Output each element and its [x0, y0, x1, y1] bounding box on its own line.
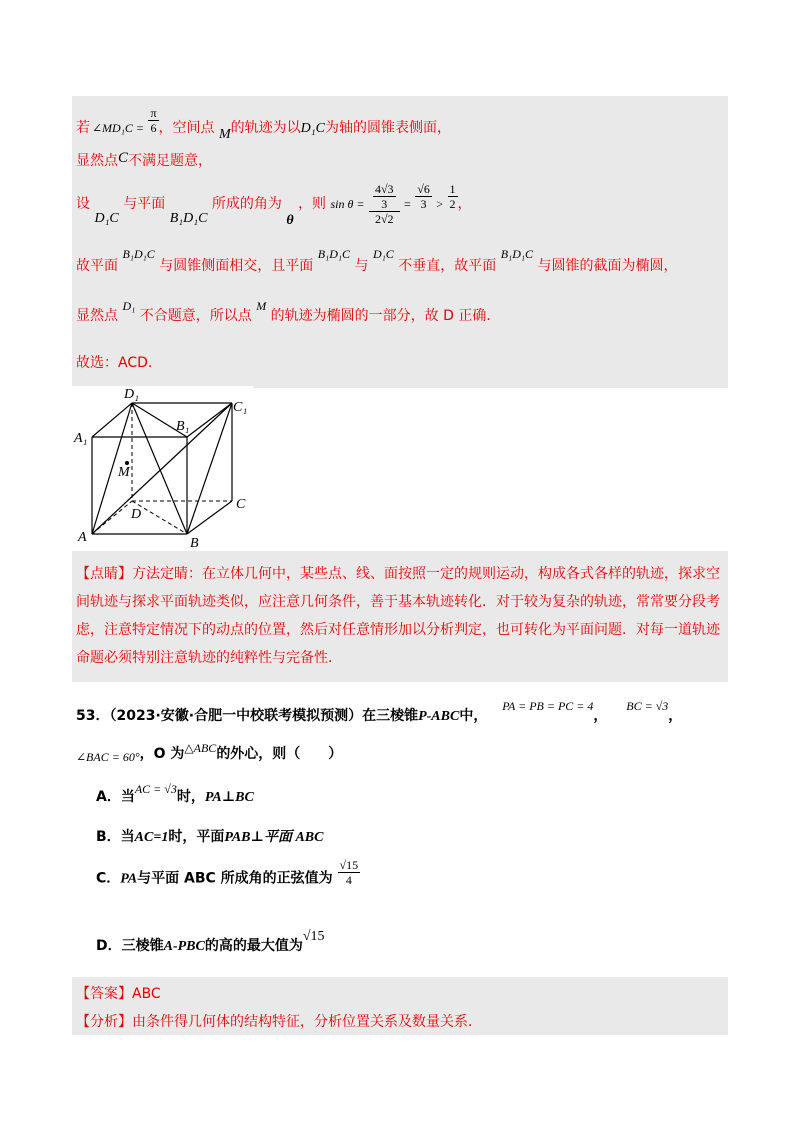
tip-text: 方法定睛：在立体几何中，某些点、线、面按照一定的规则运动，构成各式各样的轨迹，探求空间轨迹与探求平面轨迹类似，应注意几何条件，善于基本轨迹转化．对于较为复杂的轨迹，常常要分段考虑，注意特定情况下的动点的位置，然后对任意情形加以分析判定，也可转化为平面问题．对每一道轨迹命题必须特别注意轨迹的纯粹性与完备性． [76, 566, 720, 666]
solution-line-5: 显然点 D₁ 不合题意，所以点 M 的轨迹为椭圆的一部分，故 D 正确． [76, 299, 501, 324]
cube-diagram [72, 386, 253, 549]
label-D: D [131, 507, 142, 522]
label-C1: C₁ [233, 400, 248, 415]
label-M: M [118, 465, 130, 480]
solution-line-1: 若 ∠MD₁C = $\frac{\pi}{6}$ ，空间点 M的轨迹为以D₁C为轴的圆锥表侧面， [76, 106, 451, 142]
label-A: A [78, 530, 87, 545]
solution-line-3: 设 D₁C 与平面 B₁D₁C 所成的角为 θ ，则 sin θ = $\frac{\frac{4√3}{3}}{2√2}$ = $\frac{√6}{3}$ > $\frac{1}{2}$ ， [76, 182, 472, 228]
choose-answer: 故选：ACD. [76, 355, 153, 371]
option-a[interactable]: A．当AC = √3时，PA⊥BC [96, 782, 254, 805]
analysis-line: 【分析】由条件得几何体的结构特征，分析位置关系及数量关系． [76, 1014, 482, 1030]
solution-box [72, 96, 728, 388]
label-C: C [236, 497, 246, 512]
label-B: B [190, 536, 199, 549]
solution-line-4: 故平面 B₁D₁C 与圆锥侧面相交，且平面 B₁D₁C 与 D₁C 不垂直，故平面 B₁D₁C 与圆锥的截面为椭圆， [76, 247, 678, 274]
tip-paragraph [76, 560, 722, 672]
tip-tag: 【点睛】 [76, 566, 132, 582]
question-line-1: 53．（2023·安徽·合肥一中校联考模拟预测）在三棱锥P-ABC中， PA = PB = PC = 4， BC = √3， [76, 699, 683, 724]
cube-figure [72, 386, 253, 549]
label-D1: D₁ [124, 387, 139, 402]
question-line-2: ∠BAC = 60°，O 为△ABC的外心，则（ ） [76, 741, 343, 764]
answer-line: 【答案】ABC [76, 986, 161, 1002]
option-d[interactable]: D．三棱锥A-PBC的高的最大值为√15 [96, 929, 325, 954]
solution-line-2: 显然点C不满足题意， [76, 150, 213, 169]
label-B1: B₁ [176, 419, 190, 434]
option-c[interactable]: C．PA与平面 ABC 所成角的正弦值为 $\frac{√15}{4}$ [96, 858, 359, 887]
label-A1: A₁ [74, 431, 88, 446]
option-b[interactable]: B．当AC=1时，平面PAB⊥平面 ABC [96, 829, 324, 845]
